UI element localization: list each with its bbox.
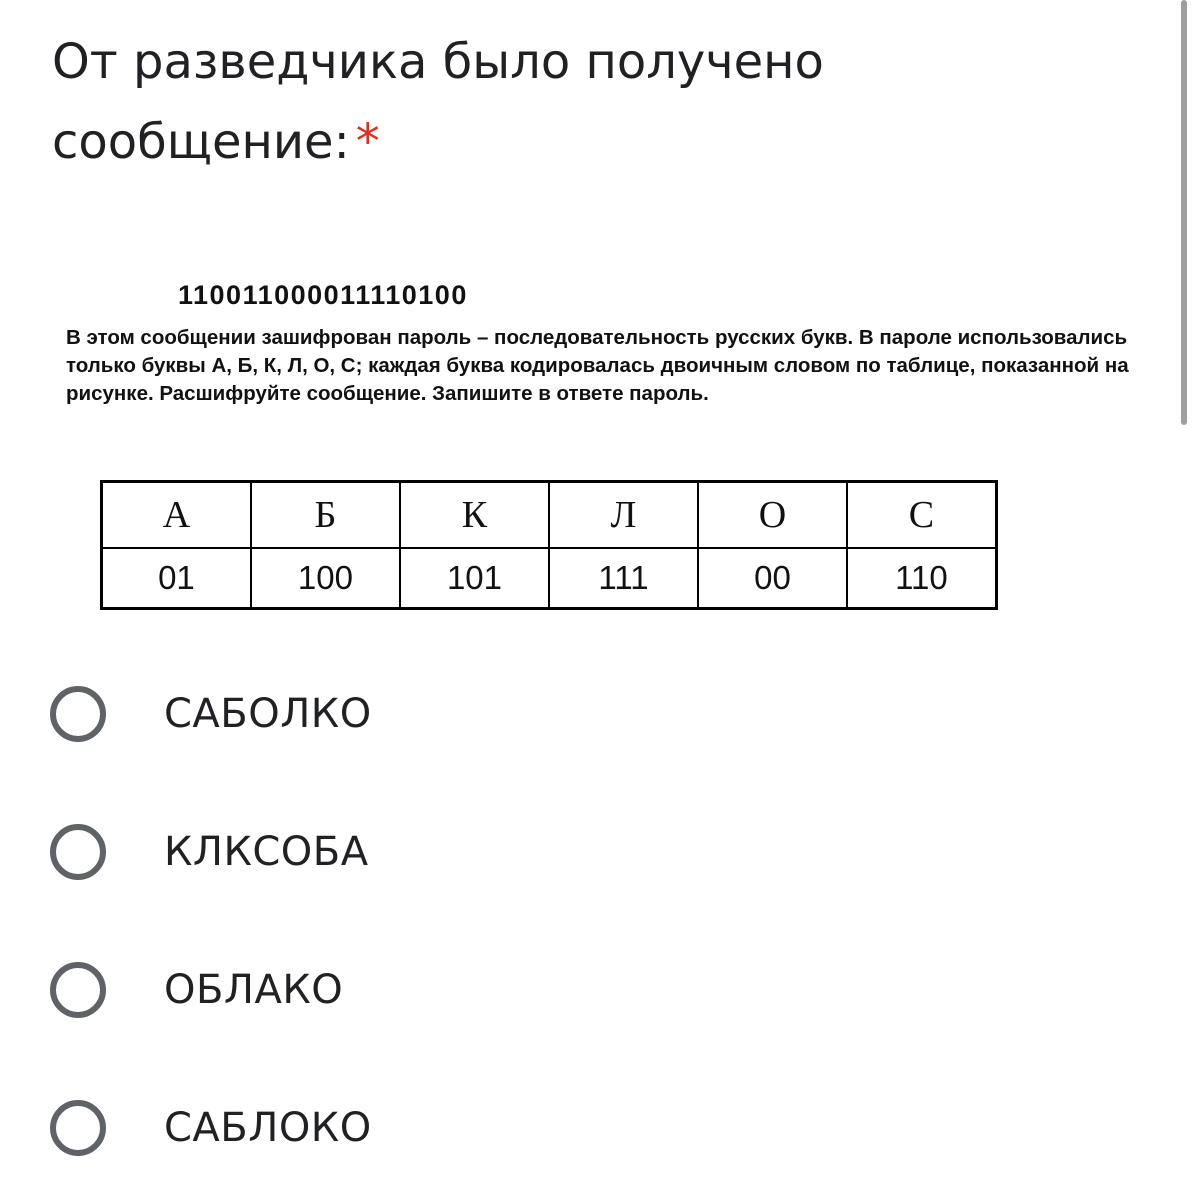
code-table-letters-row: [102, 482, 997, 549]
code-table-code: 101: [400, 548, 549, 609]
code-table-code: 00: [698, 548, 847, 609]
code-table-letter: Б: [251, 482, 400, 549]
required-marker: *: [355, 114, 380, 170]
answer-option-label[interactable]: КЛКСОБА: [164, 829, 369, 875]
code-table: [100, 480, 998, 610]
code-table-code: 111: [549, 548, 698, 609]
answer-option[interactable]: [50, 955, 343, 1025]
code-table-code: 100: [251, 548, 400, 609]
answer-option-label[interactable]: САБОЛКО: [164, 691, 372, 737]
code-table-codes-row: [102, 548, 997, 609]
answer-option-label[interactable]: ОБЛАКО: [164, 967, 344, 1013]
code-table-letter: С: [847, 482, 997, 549]
answer-option[interactable]: [50, 1093, 372, 1163]
radio-button[interactable]: [50, 1100, 106, 1156]
code-table-code: 01: [102, 548, 251, 609]
question-title-text: От разведчика было получено сообщение:: [52, 34, 824, 170]
code-table-code: 110: [847, 548, 997, 609]
answer-option[interactable]: [50, 817, 369, 887]
question-title: [52, 22, 1052, 182]
binary-message: 110011000011110100: [178, 280, 468, 310]
scrollbar[interactable]: [1181, 0, 1187, 425]
code-table-letter: А: [102, 482, 251, 549]
code-table-letter: К: [400, 482, 549, 549]
radio-button[interactable]: [50, 686, 106, 742]
code-table-letter: Л: [549, 482, 698, 549]
task-description: В этом сообщении зашифрован пароль – последовательность русских букв. В пароле использовались только буквы А, Б, К, Л, О, С; каждая буква кодировалась двоичным словом по таблице, показанной на рисунке. Расшифруйте сообщение. Запишите в ответе пароль.: [66, 326, 1129, 405]
radio-button[interactable]: [50, 962, 106, 1018]
answer-option[interactable]: [50, 679, 372, 749]
radio-button[interactable]: [50, 824, 106, 880]
answer-option-label[interactable]: САБЛОКО: [164, 1105, 372, 1151]
code-table-letter: О: [698, 482, 847, 549]
